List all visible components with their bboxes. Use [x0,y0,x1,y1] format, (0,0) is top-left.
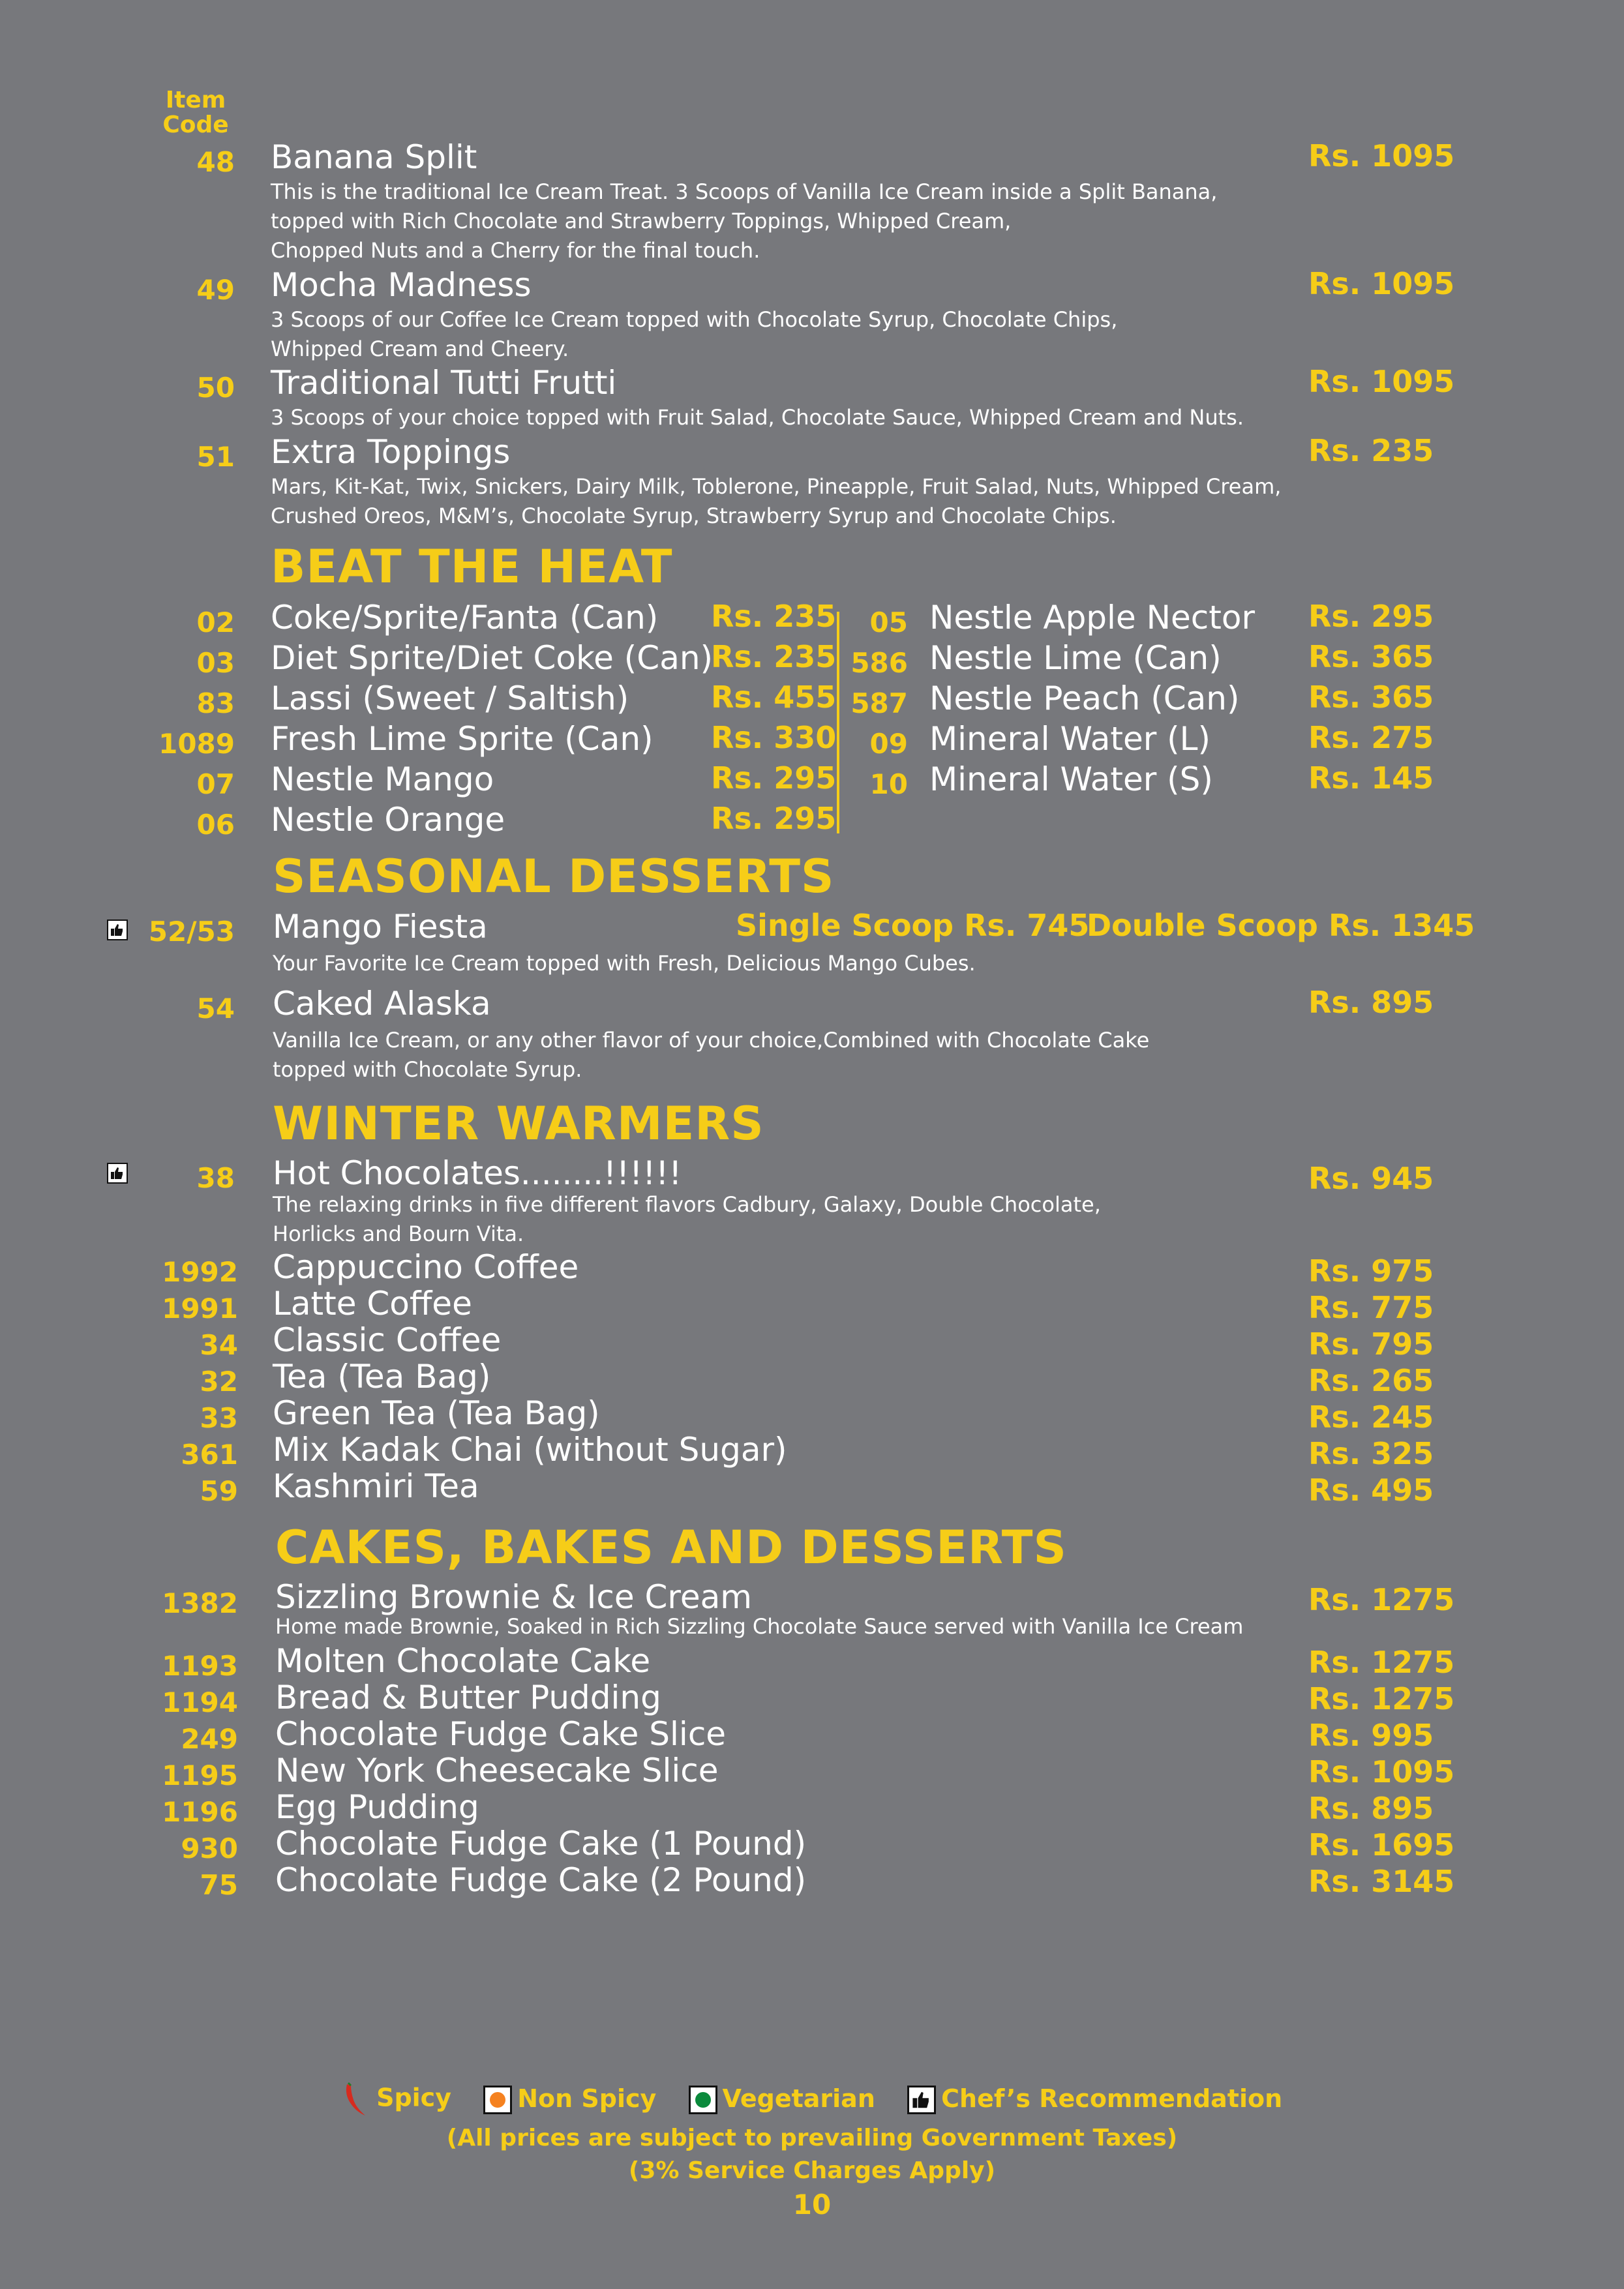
item-name: Nestle Lime (Can) [929,639,1222,677]
item-name: Latte Coffee [273,1285,472,1323]
page-number: 10 [792,2189,832,2221]
item-price: Rs. 1095 [1308,1754,1455,1789]
item-price: Rs. 365 [1308,639,1434,674]
item-name: Fresh Lime Sprite (Can) [271,720,654,758]
legend-vegetarian: Vegetarian [689,2084,875,2115]
item-name: Diet Sprite/Diet Coke (Can) [271,639,714,677]
item-name: Hot Chocolates........!!!!!! [273,1154,682,1192]
item-name: Nestle Peach (Can) [929,680,1240,717]
item-code: 09 [869,728,908,760]
section-title-seasonal-desserts: SEASONAL DESSERTS [273,850,835,903]
legend-spicy: Spicy [342,2082,451,2117]
item-code: 54 [196,993,235,1025]
item-code: 75 [200,1869,238,1901]
item-code: 1992 [162,1256,238,1288]
section-title-cakes: CAKES, BAKES AND DESSERTS [275,1521,1067,1574]
item-name: Green Tea (Tea Bag) [273,1394,600,1432]
item-name: Bread & Butter Pudding [275,1679,661,1716]
item-code: 33 [200,1402,238,1434]
item-code: 930 [181,1833,238,1864]
item-price: Rs. 3145 [1308,1864,1455,1899]
item-code: 52/53 [148,916,235,948]
item-name: Mango Fiesta [273,908,488,946]
item-code: 1193 [162,1650,238,1682]
item-price: Rs. 235 [711,639,837,674]
item-price: Rs. 895 [1308,1791,1434,1826]
legend-non-spicy: Non Spicy [483,2084,656,2115]
item-description: The relaxing drinks in five different flavors Cadbury, Galaxy, Double Chocolate, Horlicks and Bourn Vita. [273,1192,1101,1246]
item-name: Nestle Mango [271,760,494,798]
item-price: Rs. 235 [711,599,837,634]
item-code: 07 [196,768,235,800]
item-code: 32 [200,1366,238,1398]
item-code: 06 [196,809,235,841]
item-price: Rs. 995 [1308,1718,1434,1753]
item-price: Rs. 1275 [1308,1645,1455,1680]
item-name: Extra Toppings [271,433,511,471]
item-code: 1196 [162,1796,238,1828]
item-price: Rs. 775 [1308,1290,1434,1325]
item-code: 02 [196,606,235,638]
item-price: Rs. 495 [1308,1473,1434,1508]
section-title-winter-warmers: WINTER WARMERS [273,1097,764,1150]
item-price: Rs. 1275 [1308,1681,1455,1716]
item-code: 50 [196,372,235,404]
item-code: 1195 [162,1759,238,1791]
item-price: Rs. 1095 [1308,138,1455,173]
item-code: 1194 [162,1686,238,1718]
item-name: Traditional Tutti Frutti [271,364,617,402]
item-price: Rs. 330 [711,720,837,755]
item-description: 3 Scoops of our Coffee Ice Cream topped with Chocolate Syrup, Chocolate Chips, Whipped Cream and Cheery. [271,307,1118,361]
item-code: 1089 [158,728,235,760]
item-price: Rs. 325 [1308,1436,1434,1471]
item-name: Lassi (Sweet / Saltish) [271,680,629,717]
item-price: Rs. 365 [1308,680,1434,715]
item-price: Rs. 295 [711,801,837,836]
chili-icon [342,2082,368,2117]
item-description: Vanilla Ice Cream, or any other flavor of your choice,Combined with Chocolate Cake topped with Chocolate Syrup. [273,1028,1150,1082]
item-code: 1382 [162,1587,238,1619]
item-price: Rs. 1275 [1308,1582,1455,1617]
item-code: 48 [196,146,235,178]
item-name: Egg Pudding [275,1788,479,1826]
item-name: Kashmiri Tea [273,1467,479,1505]
item-name: Chocolate Fudge Cake (2 Pound) [275,1861,807,1899]
item-code-header: Item Code [162,87,229,138]
item-price: Rs. 1695 [1308,1827,1455,1863]
item-code: 586 [850,647,908,679]
item-name: Mineral Water (L) [929,720,1211,758]
item-name: Classic Coffee [273,1321,502,1359]
item-name: Nestle Orange [271,801,505,839]
vegetarian-icon [689,2086,717,2114]
item-name: Coke/Sprite/Fanta (Can) [271,599,659,636]
item-price: Rs. 975 [1308,1253,1434,1289]
thumbs-up-icon [907,2086,936,2114]
item-price: Rs. 795 [1308,1326,1434,1362]
item-name: Sizzling Brownie & Ice Cream [275,1578,752,1616]
item-name: Nestle Apple Nector [929,599,1255,636]
column-divider [837,612,839,833]
item-price: Rs. 235 [1308,433,1434,468]
item-name: Molten Chocolate Cake [275,1642,651,1680]
item-price: Rs. 1095 [1308,266,1455,301]
single-scoop-price: Single Scoop Rs. 745 [736,908,1090,943]
item-code: 49 [196,274,235,306]
item-name: Banana Split [271,138,477,176]
item-description: Home made Brownie, Soaked in Rich Sizzling Chocolate Sauce served with Vanilla Ice Cream [275,1614,1244,1639]
item-price: Rs. 265 [1308,1363,1434,1398]
item-price: Rs. 1095 [1308,364,1455,399]
item-code: 361 [181,1439,238,1471]
item-code: 38 [196,1162,235,1194]
item-code: 587 [850,687,908,719]
item-name: Tea (Tea Bag) [273,1358,491,1396]
service-note: (3% Service Charges Apply) [628,2157,996,2184]
item-code: 34 [200,1329,238,1361]
item-name: Mineral Water (S) [929,760,1213,798]
item-code: 249 [181,1723,238,1755]
item-description: This is the traditional Ice Cream Treat. 3 Scoops of Vanilla Ice Cream inside a Split Banana, topped with Rich Chocolate and Strawberry Toppings, Whipped Cream, Chopped Nuts and a Cherry for the final touch. [271,179,1218,263]
item-code: 83 [196,687,235,719]
item-price: Rs. 145 [1308,760,1434,796]
item-description: 3 Scoops of your choice topped with Fruit Salad, Chocolate Sauce, Whipped Cream and Nuts. [271,405,1244,430]
legend [0,2082,1624,2117]
item-code: 10 [869,768,908,800]
item-name: Cappuccino Coffee [273,1248,579,1286]
item-price: Rs. 245 [1308,1399,1434,1435]
item-code: 59 [200,1475,238,1507]
item-code: 03 [196,647,235,679]
item-description: Mars, Kit-Kat, Twix, Snickers, Dairy Milk, Toblerone, Pineapple, Fruit Salad, Nuts, Whipped Cream, Crushed Oreos, M&M’s, Chocolate Syrup, Strawberry Syrup and Chocolate Chips. [271,474,1282,528]
item-price: Rs. 455 [711,680,837,715]
tax-note: (All prices are subject to prevailing Government Taxes) [446,2125,1178,2151]
item-name: Caked Alaska [273,985,491,1023]
item-code: 1991 [162,1293,238,1324]
item-name: New York Cheesecake Slice [275,1752,719,1789]
item-description: Your Favorite Ice Cream topped with Fresh, Delicious Mango Cubes. [273,951,976,976]
item-price: Rs. 295 [711,760,837,796]
item-price: Rs. 275 [1308,720,1434,755]
item-price: Rs. 295 [1308,599,1434,634]
item-code: 05 [869,606,908,638]
double-scoop-price: Double Scoop Rs. 1345 [1087,908,1475,943]
section-title-beat-the-heat: BEAT THE HEAT [271,540,673,593]
item-code: 51 [196,441,235,473]
item-name: Chocolate Fudge Cake (1 Pound) [275,1825,807,1863]
item-name: Chocolate Fudge Cake Slice [275,1715,727,1753]
non-spicy-icon [483,2086,512,2114]
item-name: Mocha Madness [271,266,532,304]
item-price: Rs. 945 [1308,1161,1434,1196]
item-price: Rs. 895 [1308,985,1434,1020]
legend-chef-recommendation: Chef’s Recommendation [907,2084,1282,2115]
item-name: Mix Kadak Chai (without Sugar) [273,1431,787,1469]
